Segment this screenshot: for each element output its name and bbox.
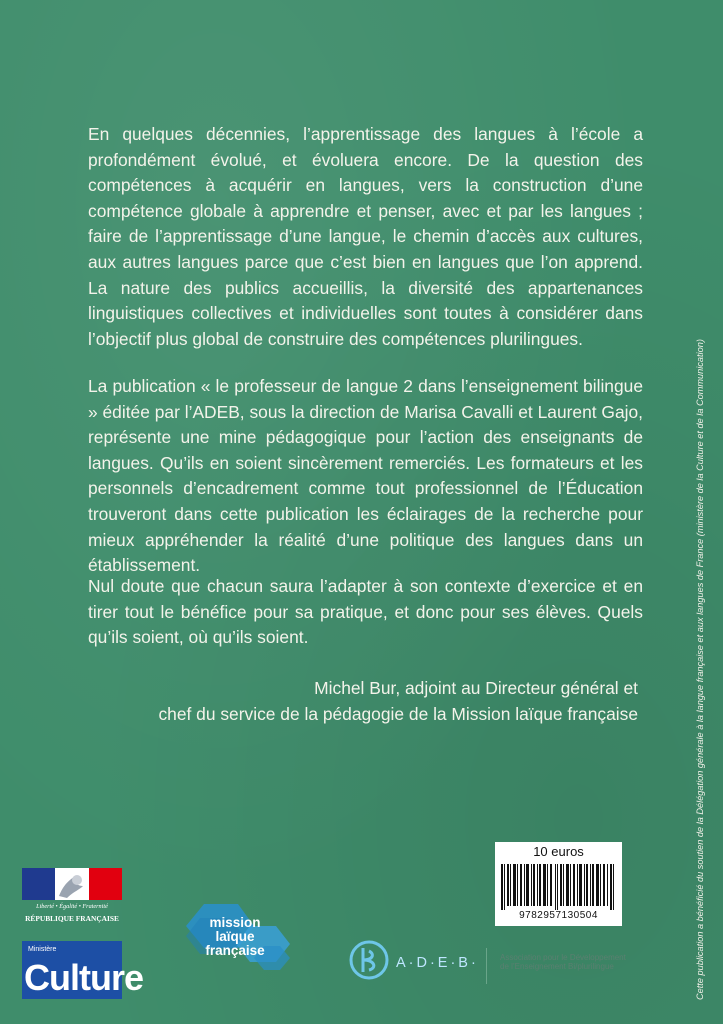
- paragraph-2-text: La publication « le professeur de langue 2 dans l’enseignement bilingue » éditée par l’ADEB, sous la direction de Marisa Cavalli et Laurent Gajo, représente une mine pédagogique pour l’action des enseignants de langues. Qu’ils en soient sincèrement remerciés. Les formateurs et les personnels d’encadrement comme tout professionnel de l’Éducation trouveront dans cette publication les éclairages de la recherche pour mieux appréhender la réalité d’une politique des langues dans un établissement.: [88, 376, 643, 576]
- side-support-note: Cette publication a bénéficié du soutien de la Délégation générale à la langue française et aux langues de France (ministère de la Culture et de la Communication): [695, 339, 705, 1000]
- paragraph-3: [88, 574, 643, 651]
- price-label: 10 euros: [533, 844, 584, 859]
- paragraph-1: [88, 122, 643, 352]
- marianne-icon: [55, 868, 88, 900]
- culture-wordmark: Culture: [24, 957, 143, 998]
- barcode-icon: [501, 864, 616, 910]
- rf-name: RÉPUBLIQUE FRANÇAISE: [25, 914, 119, 923]
- isbn-number: 9782957130504: [519, 910, 598, 921]
- paragraph-3-text: Nul doute que chacun saura l’adapter à son contexte d’exercice et en tirer tout le bénéfice pour sa pratique, et donc pour ses élèves. Quels qu’ils soient, où qu’ils soient.: [88, 576, 643, 648]
- adeb-desc-line-1: Association pour le Développement: [500, 953, 626, 962]
- rf-motto: Liberté • Égalité • Fraternité: [36, 903, 108, 910]
- paragraph-1-text: En quelques décennies, l’apprentissage des langues à l’école a profondément évolué, et évoluera encore. De la question des compétences à acquérir en langues, vers la construction d’une compétence globale à apprendre et penser, avec et par les langues ; faire de l’apprentissage d’une langue, le chemin d’accès aux cultures, aux autres langues parce que c’est bien en langues que l’on apprend. La nature des publics accueillis, la diversité des appartenances linguistiques collectives et individuelles sont toutes à considérer dans l’objectif plus global de construire des compétences plurilingues.: [88, 124, 643, 349]
- price-barcode-sticker: [495, 842, 622, 926]
- culture-ministry-label: Ministère: [28, 946, 57, 953]
- republique-francaise-logo: [22, 868, 122, 928]
- adeb-icon: [349, 940, 389, 980]
- mission-laique-text: mission laïque française: [205, 915, 265, 958]
- mission-laique-logo: [176, 896, 306, 988]
- adeb-description: [500, 953, 626, 971]
- adeb-name: A·D·E·B·: [396, 955, 479, 971]
- adeb-divider: [486, 948, 487, 984]
- ministere-culture-logo: [22, 941, 143, 999]
- signature-line-2: chef du service de la pédagogie de la Mission laïque française: [158, 704, 638, 724]
- adeb-desc-line-2: de l’Enseignement Bi/plurilingue: [500, 962, 614, 971]
- paragraph-2: [88, 374, 643, 579]
- french-flag-icon: [22, 868, 122, 900]
- signature-line-1: Michel Bur, adjoint au Directeur général et: [314, 678, 638, 698]
